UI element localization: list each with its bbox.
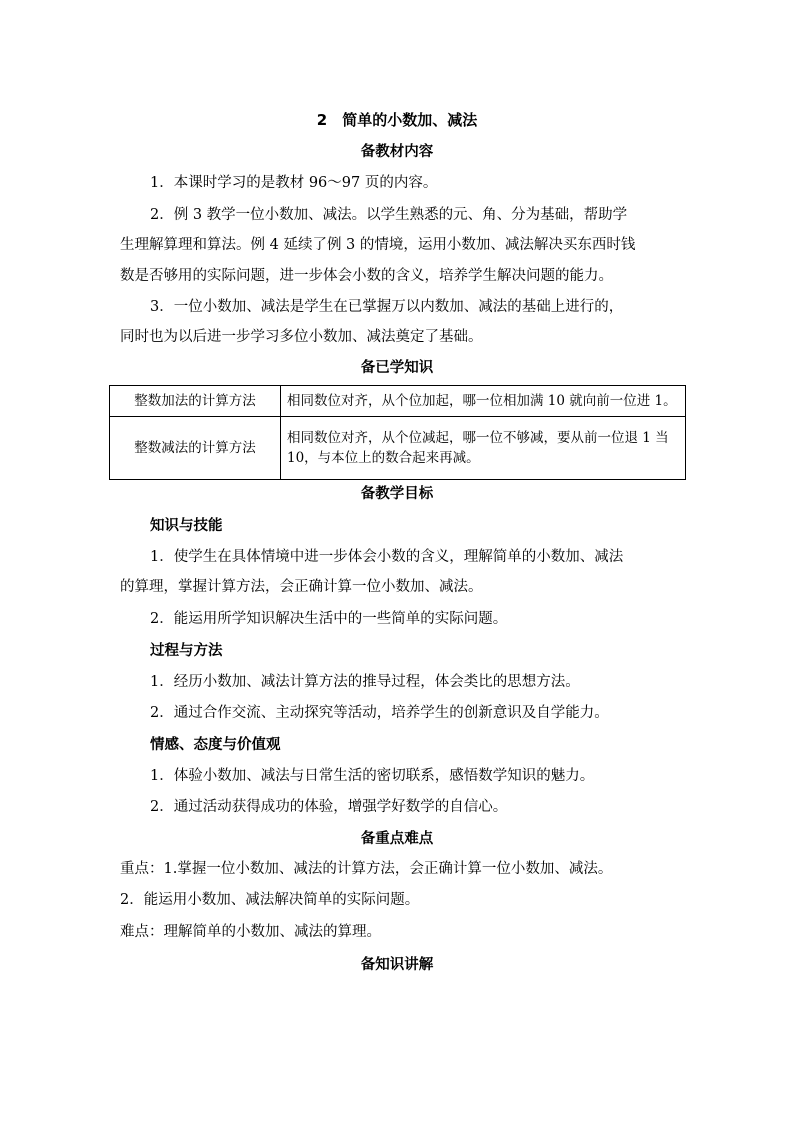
- table-key-cell: 整数减法的计算方法: [110, 417, 281, 480]
- goal-item: 1．使学生在具体情境中进一步体会小数的含义，理解简单的小数加、减法: [150, 549, 624, 565]
- content-paragraph-2-line-3: 数是否够用的实际问题，进一步体会小数的含义，培养学生解决问题的能力。: [120, 268, 613, 284]
- content-paragraph-3-line-2: 同时也为以后进一步学习多位小数加、减法奠定了基础。: [120, 329, 483, 345]
- goal-subheading-process: 过程与方法: [150, 643, 223, 659]
- content-paragraph-1: 1．本课时学习的是教材 96～97 页的内容。: [150, 175, 438, 191]
- table-value-cell: 相同数位对齐，从个位加起，哪一位相加满 10 就向前一位进 1。: [281, 386, 686, 417]
- goal-subheading-knowledge: 知识与技能: [150, 518, 223, 534]
- goal-subheading-attitude: 情感、态度与价值观: [150, 737, 281, 753]
- content-paragraph-3-line-1: 3．一位小数加、减法是学生在已掌握万以内数加、减法的基础上进行的，: [150, 299, 624, 315]
- table-key-cell: 整数加法的计算方法: [110, 386, 281, 417]
- table-row: [110, 417, 686, 480]
- section-heading-knowledge: 备知识讲解: [360, 957, 434, 973]
- section-heading-content: 备教材内容: [360, 144, 434, 160]
- goal-item: 2．能运用所学知识解决生活中的一些简单的实际问题。: [150, 611, 508, 627]
- section-heading-goals: 备教学目标: [360, 486, 434, 502]
- keypoint-item: 重点：1.掌握一位小数加、减法的计算方法，会正确计算一位小数加、减法。: [120, 861, 613, 877]
- table-row: [110, 386, 686, 417]
- goal-item: 1．体验小数加、减法与日常生活的密切联系，感悟数学知识的魅力。: [150, 768, 595, 784]
- content-paragraph-2-line-1: 2．例 3 教学一位小数加、减法。以学生熟悉的元、角、分为基础，帮助学: [150, 207, 628, 223]
- goal-item-continued: 的算理，掌握计算方法，会正确计算一位小数加、减法。: [120, 579, 483, 595]
- page-title: 2 简单的小数加、减法: [316, 111, 478, 129]
- prior-knowledge-table: [109, 385, 686, 480]
- goal-item: 2．通过活动获得成功的体验，增强学好数学的自信心。: [150, 799, 508, 815]
- difficulty-item: 难点：理解简单的小数加、减法的算理。: [120, 924, 381, 940]
- section-heading-keypoints: 备重点难点: [360, 831, 434, 847]
- keypoint-item: 2．能运用小数加、减法解决简单的实际问题。: [120, 892, 420, 908]
- table-value-cell: 相同数位对齐，从个位减起，哪一位不够减，要从前一位退 1 当 10，与本位上的数合起来再减。: [281, 417, 686, 480]
- goal-item: 1．经历小数加、减法计算方法的推导过程，体会类比的思想方法。: [150, 674, 580, 690]
- section-heading-prior: 备已学知识: [360, 360, 434, 376]
- content-paragraph-2-line-2: 生理解算理和算法。例 4 延续了例 3 的情境，运用小数加、减法解决买东西时钱: [120, 237, 636, 253]
- goal-item: 2．通过合作交流、主动探究等活动，培养学生的创新意识及自学能力。: [150, 705, 609, 721]
